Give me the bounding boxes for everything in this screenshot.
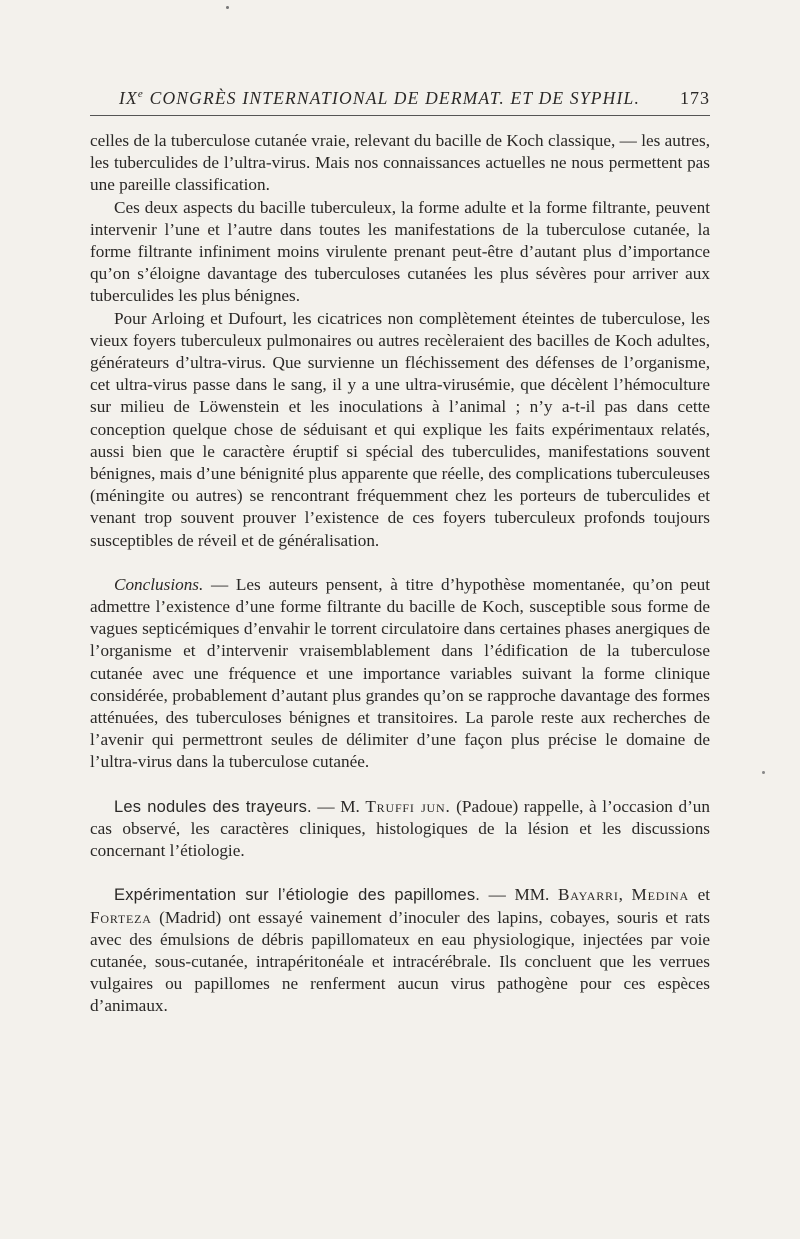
page-number: 173 (680, 88, 710, 108)
conclusions-text: — Les auteurs pensent, à titre d’hypothèse momentanée, qu’on peut admettre l’existence d’une forme filtrante du bacille de Koch, susceptible sous forme de vagues septicémiques d’envahir le torrent circulatoire dans certaines phases anergiques de l’organisme et d’intervenir vraisemblablement dans l’édification de la tuberculose cutanée avec une fréquence et une importance variables suivant la forme clinique considérée, probablement d’autant plus grandes qu’on se rapproche davantage des formes atténuées, des tuberculoses bénignes et transitoires. La parole reste aux recherches de l’avenir qui permettront seules de délimiter d’une façon plus précise le domaine de l’ultra-virus dans la tuberculose cutanée. (90, 574, 710, 772)
author-name: Forteza (90, 907, 152, 927)
paragraph: Pour Arloing et Dufourt, les cicatrices non complètement éteintes de tuberculose, les vieux foyers tuberculeux pulmonaires ou autres recèleraient des bacilles de Koch adultes, générateurs d’ultra-virus. Que survienne un fléchissement des défenses de l’organisme, cet ultra-virus passe dans le sang, il y a une ultra-virusémie, que décèlent l’hémoculture sur milieu de Löwenstein et les inoculations à l’animal ; n’y a-t-il pas dans cette conception quelque chose de séduisant et qui explique les faits expérimentaux relatés, aussi bien que le caractère éruptif si spécial des tuberculides, manifestations souvent bénignes, mais d’une bénignité plus apparente que réelle, des complications tuberculeuses (méningite ou autres) se rencontrant fréquemment chez les porteurs de tuberculides et venant trop souvent prouver l’existence de ces foyers tuberculeux profonds toujours susceptibles de réveil et de généralisation. (90, 308, 710, 550)
author-name: Bayarri (557, 885, 619, 905)
paragraph: Ces deux aspects du bacille tuberculeux, la forme adulte et la forme filtrante, peuvent intervenir l’une et l’autre dans toutes les manifestations de la tuberculose cutanée, la forme filtrante infiniment moins virulente prenant peut-être d’autant plus d’importance qu’on s’éloigne davantage des tuberculoses cutanées les plus sévères pour arriver aux tuberculides les plus bénignes. (90, 197, 710, 306)
body-text (90, 130, 710, 1018)
author-name: Medina (631, 885, 689, 905)
running-title (119, 88, 640, 109)
author-separator: , (618, 885, 632, 905)
section-dash: — M. (311, 796, 366, 816)
title-prefix: IX (119, 88, 138, 108)
section-text: (Padoue) rappelle, à l’occasion d’un cas observé, les caractères cliniques, histologiques de la lésion et les discussions concernant l’étiologie. (90, 796, 710, 861)
print-speck (762, 771, 765, 774)
section-heading: Les nodules des trayeurs. (114, 797, 312, 816)
trayeurs-section (90, 796, 710, 863)
title-superscript: e (137, 88, 145, 101)
running-head (90, 84, 710, 112)
section-text: (Madrid) ont essayé vainement d’inoculer des lapins, cobayes, souris et rats avec des émulsions de débris papillomateux en eau physiologique, injectées par voie cutanée, sous-cutanée, intrapéritonéale et intracérébrale. Ils concluent que les verrues vulgaires ou papillomes ne renferment aucun virus pathogène pour ces espèces d’animaux. (90, 907, 710, 1016)
header-rule (90, 115, 710, 116)
conclusions-paragraph (90, 574, 710, 774)
section-heading: Expérimentation sur l’étiologie des papillomes. (114, 886, 481, 905)
print-speck (226, 6, 229, 9)
papillomes-section (90, 884, 710, 1017)
author-name: Truffi jun. (365, 796, 451, 816)
title-rest: CONGRÈS INTERNATIONAL DE DERMAT. ET DE SYPHIL. (144, 88, 641, 108)
paragraph: celles de la tuberculose cutanée vraie, relevant du bacille de Koch classique, — les autres, les tuberculides de l’ultra-virus. Mais nos connaissances actuelles ne nous permettent pas une pareille classification. (90, 131, 710, 195)
author-separator: et (688, 885, 710, 905)
section-dash: — MM. (480, 885, 558, 905)
conclusions-lead: Conclusions. (114, 574, 204, 594)
